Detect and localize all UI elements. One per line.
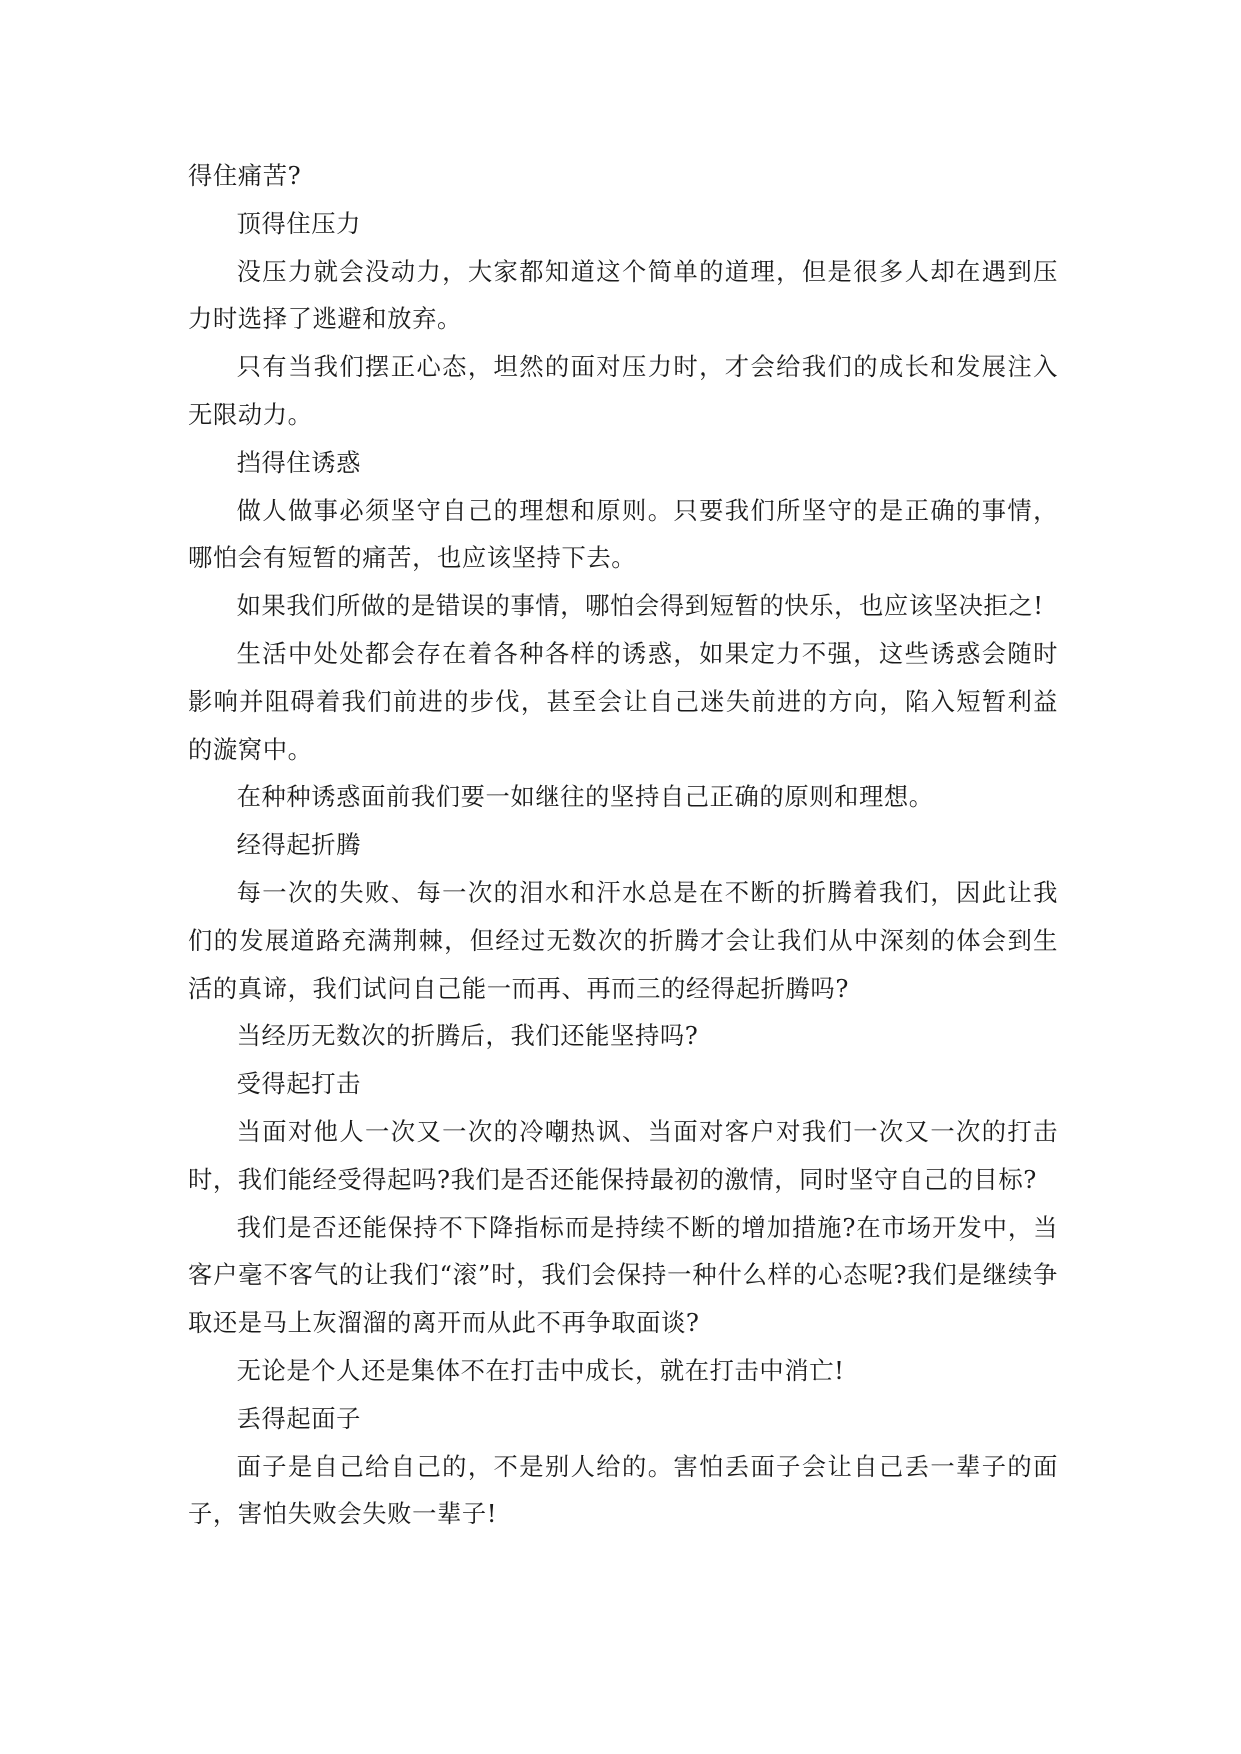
paragraph-continuation: 得住痛苦?: [188, 161, 302, 190]
paragraph: 如果我们所做的是错误的事情，哪怕会得到短暂的快乐，也应该坚决拒之!: [236, 591, 1044, 621]
section-heading-pressure: 顶得住压力: [236, 208, 362, 238]
section-heading-setbacks: 受得起打击: [236, 1069, 362, 1099]
paragraph: 面子是自己给自己的，不是别人给的。害怕丢面子会让自己丢一辈子的面子，害怕失败会失败一辈子!: [188, 1451, 1058, 1529]
paragraph: 只有当我们摆正心态，坦然的面对压力时，才会给我们的成长和发展注入无限动力。: [188, 352, 1058, 429]
section-heading-face: 丢得起面子: [236, 1403, 362, 1433]
paragraph: 生活中处处都会存在着各种各样的诱惑，如果定力不强，这些诱惑会随时影响并阻碍着我们前进的步伐，甚至会让自己迷失前进的方向，陷入短暂利益的漩窝中。: [188, 638, 1058, 764]
paragraph: 每一次的失败、每一次的泪水和汗水总是在不断的折腾着我们，因此让我们的发展道路充满荆棘，但经过无数次的折腾才会让我们从中深刻的体会到生活的真谛，我们试问自己能一而再、再而三的经得起折腾吗?: [188, 877, 1058, 1003]
paragraph: 无论是个人还是集体不在打击中成长，就在打击中消亡!: [236, 1355, 845, 1385]
paragraph: 我们是否还能保持不下降指标而是持续不断的增加措施?在市场开发中，当客户毫不客气的让我们“滚”时，我们会保持一种什么样的心态呢?我们是继续争取还是马上灰溜溜的离开而从此不再争取面谈?: [188, 1212, 1058, 1338]
document-body: [188, 152, 1058, 1538]
paragraph: 当面对他人一次又一次的冷嘲热讽、当面对客户对我们一次又一次的打击时，我们能经受得起吗?我们是否还能保持最初的激情，同时坚守自己的目标?: [188, 1116, 1058, 1194]
paragraph: 没压力就会没动力，大家都知道这个简单的道理，但是很多人却在遇到压力时选择了逃避和放弃。: [188, 256, 1058, 334]
paragraph: 做人做事必须坚守自己的理想和原则。只要我们所坚守的是正确的事情，哪怕会有短暂的痛苦，也应该坚持下去。: [188, 495, 1058, 573]
section-heading-hardship: 经得起折腾: [236, 830, 362, 860]
paragraph: 在种种诱惑面前我们要一如继往的坚持自己正确的原则和理想。: [236, 782, 934, 812]
paragraph: 当经历无数次的折腾后，我们还能坚持吗?: [236, 1021, 699, 1051]
section-heading-temptation: 挡得住诱惑: [236, 447, 362, 477]
